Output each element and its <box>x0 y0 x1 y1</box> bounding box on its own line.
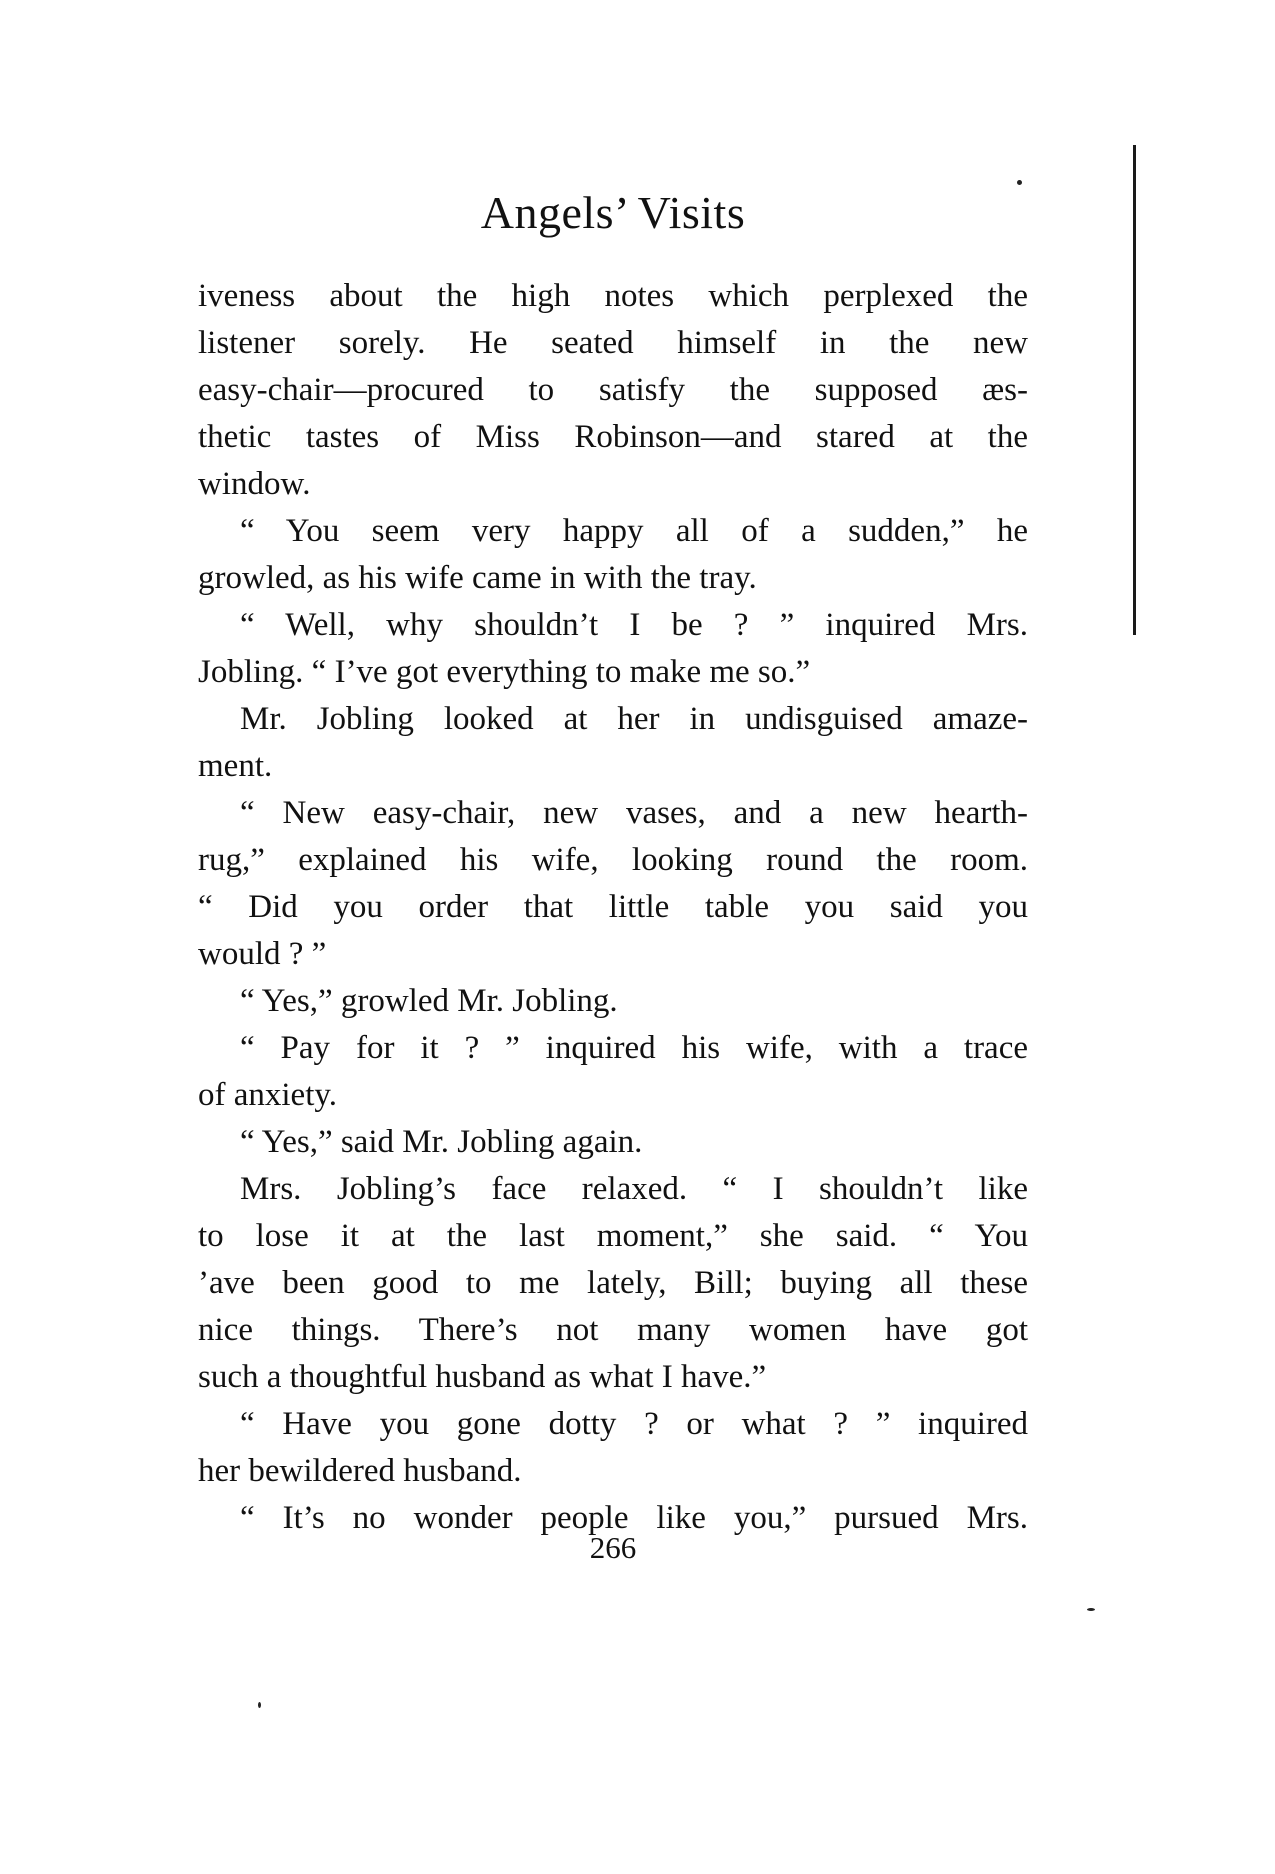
text-line: “ Yes,” said Mr. Jobling again. <box>240 1124 643 1160</box>
text-line: Jobling. “ I’ve got everything to make me so.” <box>198 654 811 690</box>
text-line: “ You seem very happy all of a sudden,” he <box>240 513 1028 549</box>
page-number: 266 <box>589 1530 637 1565</box>
text-line: window. <box>198 466 311 502</box>
text-line: “ Did you order that little table you said you <box>198 889 1028 925</box>
text-line: of anxiety. <box>198 1077 337 1113</box>
scan-speck <box>1017 180 1022 185</box>
text-line: thetic tastes of Miss Robinson—and stared at the <box>198 419 1028 455</box>
text-line: growled, as his wife came in with the tray. <box>198 560 757 596</box>
text-line: “ Yes,” growled Mr. Jobling. <box>240 983 618 1019</box>
text-line: such a thoughtful husband as what I have.” <box>198 1359 767 1395</box>
text-line: “ Well, why shouldn’t I be ? ” inquired Mrs. <box>240 607 1028 643</box>
text-line: “ Pay for it ? ” inquired his wife, with a trace <box>240 1030 1028 1066</box>
text-line: “ Have you gone dotty ? or what ? ” inquired <box>240 1406 1028 1442</box>
text-line: to lose it at the last moment,” she said. “ You <box>198 1218 1028 1254</box>
running-head: Angels’ Visits <box>480 187 746 238</box>
text-line: Mr. Jobling looked at her in undisguised amaze- <box>240 701 1028 737</box>
text-line: ’ave been good to me lately, Bill; buying all these <box>198 1265 1028 1301</box>
text-line: easy-chair—procured to satisfy the supposed æs- <box>198 372 1028 408</box>
text-line: rug,” explained his wife, looking round the room. <box>198 842 1028 878</box>
scan-speck <box>1087 1608 1095 1611</box>
text-line: “ New easy-chair, new vases, and a new hearth- <box>240 795 1028 831</box>
text-line: ment. <box>198 748 273 784</box>
text-line: would ? ” <box>198 936 327 972</box>
margin-scan-line <box>1133 145 1136 635</box>
text-line: listener sorely. He seated himself in the new <box>198 325 1028 361</box>
text-line: iveness about the high notes which perplexed the <box>198 278 1028 314</box>
scan-speck <box>258 1702 261 1708</box>
text-line: “ It’s no wonder people like you,” pursued Mrs. <box>240 1500 1028 1536</box>
text-line: her bewildered husband. <box>198 1453 522 1489</box>
body-text <box>198 273 1028 1542</box>
text-line: Mrs. Jobling’s face relaxed. “ I shouldn’t like <box>240 1171 1028 1207</box>
text-line: nice things. There’s not many women have got <box>198 1312 1028 1348</box>
